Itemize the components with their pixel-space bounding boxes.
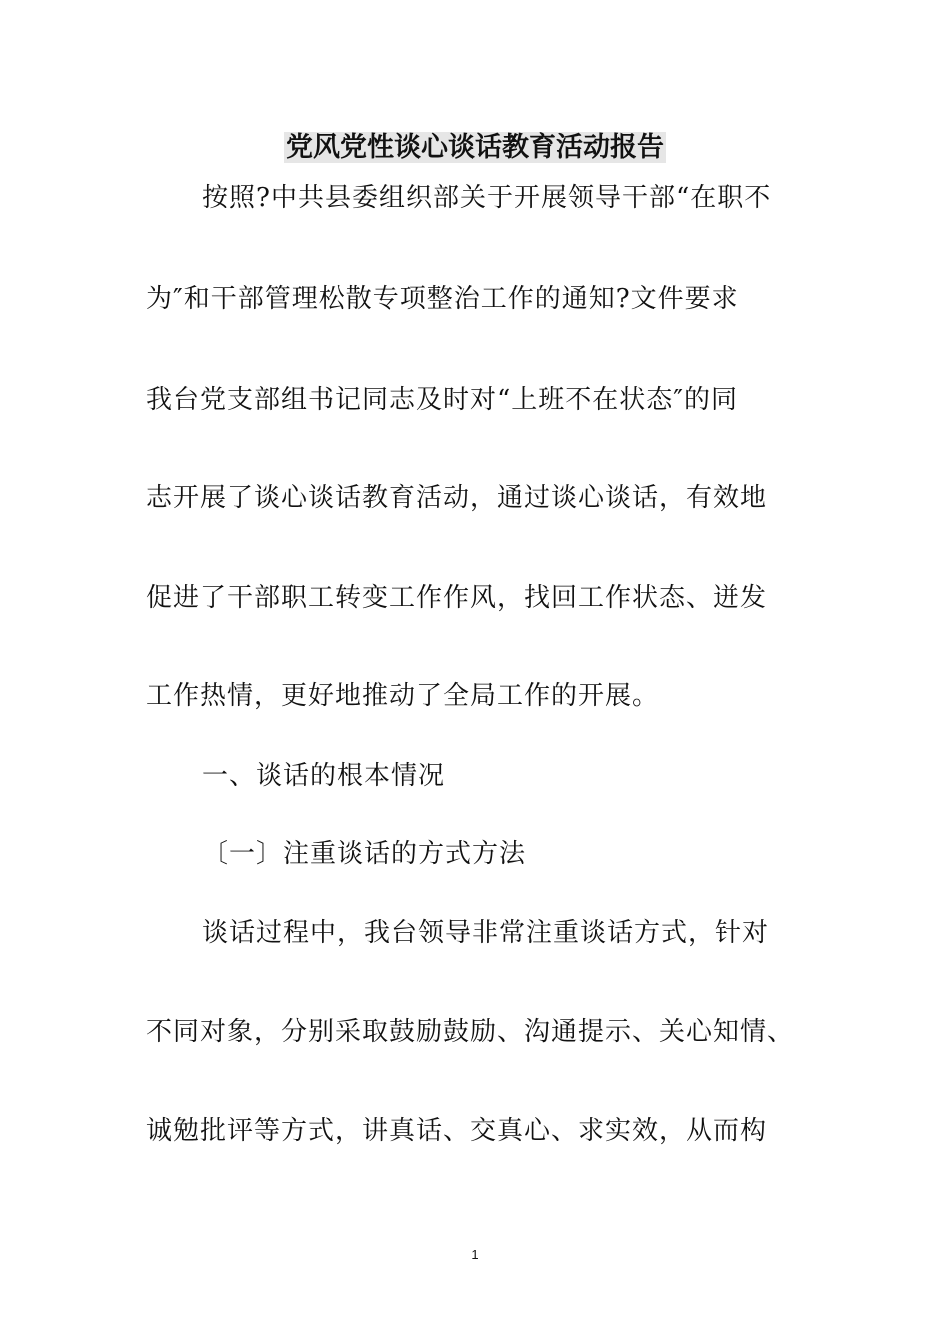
document-title: [0, 128, 950, 168]
paragraph-line: 促进了干部职工转变工作作风，找回工作状态、迸发: [146, 583, 768, 613]
paragraph-line: 谈话过程中，我台领导非常注重谈话方式，针对: [202, 918, 770, 948]
page-number: 1: [471, 1247, 479, 1262]
document-title-text: 党风党性谈心谈话教育活动报告: [286, 132, 664, 163]
section-heading: 一、谈话的根本情况: [202, 761, 446, 791]
paragraph-line: 为″和干部管理松散专项整治工作的通知?文件要求: [146, 284, 739, 314]
paragraph-line: 不同对象，分别采取鼓励鼓励、沟通提示、关心知情、: [146, 1017, 795, 1047]
paragraph-line: 志开展了谈心谈话教育活动，通过谈心谈话，有效地: [146, 483, 768, 513]
paragraph-line: 工作热情，更好地推动了全局工作的开展。: [146, 681, 660, 711]
subsection-heading: 〔一〕注重谈话的方式方法: [202, 839, 527, 869]
paragraph-line: 诚勉批评等方式，讲真话、交真心、求实效，从而构: [146, 1116, 768, 1146]
paragraph-line: 按照?中共县委组织部关于开展领导干部“在职不: [202, 183, 772, 213]
paragraph-line: 我台党支部组书记同志及时对“上班不在状态″的同: [146, 385, 739, 415]
